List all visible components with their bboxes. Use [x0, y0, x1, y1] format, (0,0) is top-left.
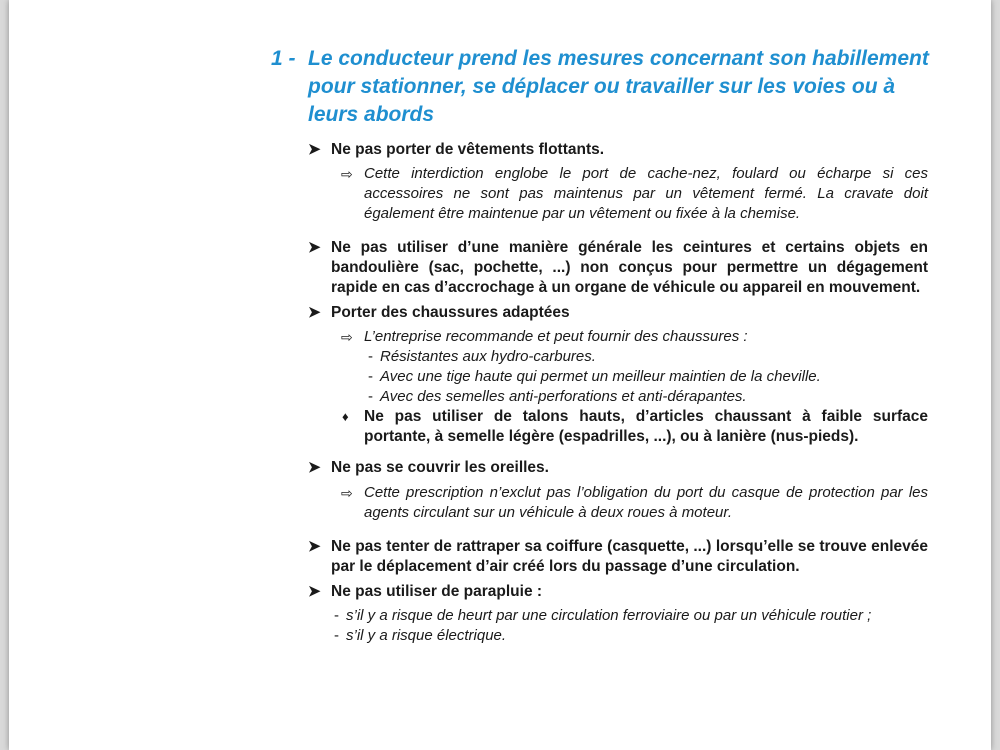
- bullet-item: ➤ Porter des chaussures adaptées: [308, 304, 570, 321]
- list-item: - s’il y a risque électrique.: [334, 627, 507, 644]
- section-title: Le conducteur prend les mesures concernant son habillement pour stationner, se déplacer ou travailler sur les voies ou à leurs abords: [308, 47, 929, 126]
- arrow-bullet-icon: ➤: [308, 583, 321, 600]
- list-item: - Avec des semelles anti-perforations et anti-dérapantes.: [368, 388, 747, 405]
- hollow-arrow-icon: ⇨: [341, 485, 353, 501]
- bullet-item: ➤ Ne pas utiliser de parapluie :: [308, 583, 543, 600]
- bullet-note: ⇨ Cette prescription n’exclut pas l’obligation du port du casque de protection par les agents circulant sur un véhicule à deux roues à moteur.: [341, 484, 928, 521]
- bullet-item: ➤ Ne pas utiliser d’une manière générale les ceintures et certains objets en bandoulière (sac, pochette, ...) non conçus pour permettre un dégagement rapide en cas d’accrochage à un organe de véhicule ou appareil en mouvement.: [308, 239, 928, 296]
- arrow-bullet-icon: ➤: [308, 304, 321, 321]
- hollow-arrow-icon: ⇨: [341, 166, 353, 182]
- arrow-bullet-icon: ➤: [308, 459, 321, 476]
- bullet-item: ➤ Ne pas porter de vêtements flottants.: [308, 141, 605, 158]
- hollow-arrow-icon: ⇨: [341, 329, 353, 345]
- diamond-bullet-icon: ♦: [342, 409, 349, 424]
- bullet-item: ➤ Ne pas se couvrir les oreilles.: [308, 459, 549, 476]
- arrow-bullet-icon: ➤: [308, 538, 321, 555]
- section-number: 1 -: [271, 47, 296, 70]
- bullet-item: ➤ Ne pas tenter de rattraper sa coiffure (casquette, ...) lorsqu’elle se trouve enlevée par le déplacement d’air créé lors du passage d’une circulation.: [308, 538, 928, 575]
- sub-bullet-item: ♦ Ne pas utiliser de talons hauts, d’articles chaussant à faible surface portante, à semelle légère (espadrilles, ...), ou à lanière (nus-pieds).: [342, 408, 928, 445]
- bullet-note: ⇨ Cette interdiction englobe le port de cache-nez, foulard ou écharpe si ces accessoires ne sont pas maintenus par un vêtement fermé. La cravate doit également être maintenue par un vêtement ou fixée à la chemise.: [341, 165, 928, 222]
- section-heading: [271, 45, 931, 129]
- list-item: - s’il y a risque de heurt par une circulation ferroviaire ou par un véhicule routier ;: [334, 607, 872, 624]
- arrow-bullet-icon: ➤: [308, 239, 321, 256]
- document-page: [9, 0, 991, 750]
- list-item: - Résistantes aux hydro-carbures.: [368, 348, 596, 365]
- bullet-note: ⇨ L’entreprise recommande et peut fournir des chaussures :: [341, 328, 748, 345]
- list-item: - Avec une tige haute qui permet un meilleur maintien de la cheville.: [368, 368, 821, 385]
- arrow-bullet-icon: ➤: [308, 141, 321, 158]
